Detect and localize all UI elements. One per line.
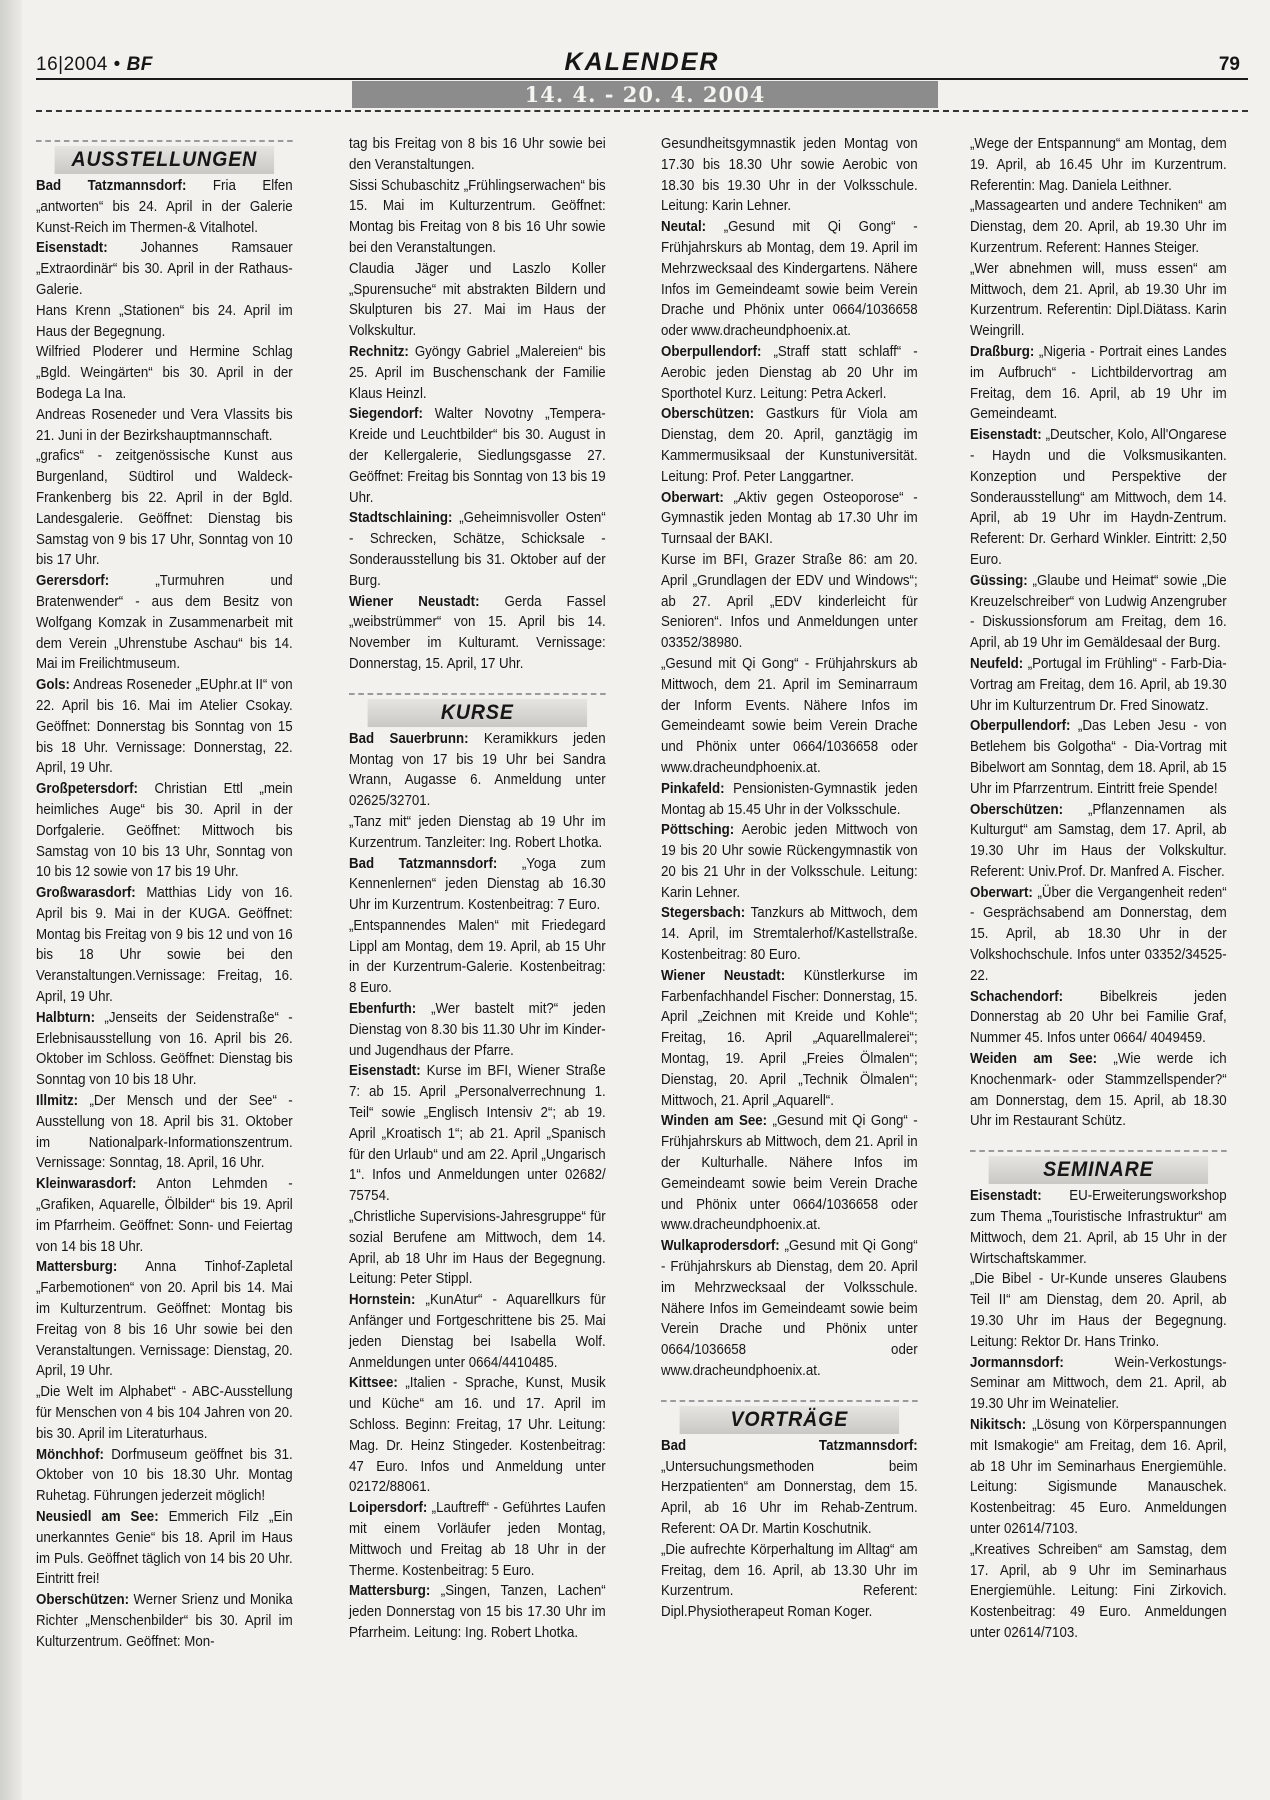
event-place: Jormannsdorf: — [970, 1354, 1064, 1371]
event-text: Walter Novotny „Tempera-Kreide und Leuchtbilder“ bis 30. August in der Kellergalerie, Siedlungsgasse 27. Geöffnet: Freitag bis Sonntag von 13 bis 19 Uhr. — [349, 406, 606, 506]
event-text: „Deutscher, Kolo, All'Ongarese - Haydn und die Volksmusikanten. Konzeption und Perspektive der Sonderausstellung“ am Mittwoch, dem 14. April, ab 19 Uhr im Haydn-Zentrum. Referent: Dr. Gerhard Winkler. Eintritt: 2,50 Euro. — [970, 427, 1227, 568]
brand-label: BF — [126, 54, 153, 75]
event-place: Eisenstadt: — [970, 1188, 1042, 1205]
event-text: „Gesund mit Qi Gong“ - Frühjahrskurs ab Mittwoch, dem 21. April im Seminarraum der Inform Events. Nähere Infos im Gemeindeamt sowie beim Verein Drache und Phönix unter 0664/1036658 oder www.dracheundphoenix.at. — [661, 655, 918, 776]
event-place: Wiener Neustadt: — [349, 593, 480, 610]
event-text: „Über die Vergangenheit reden“ - Gesprächsabend am Donnerstag, dem 15. April, ab 18.30 Uhr in der Volkshochschule. Infos unter 03352/34525-22. — [970, 884, 1227, 984]
event-text: „Christliche Supervisions-Jahresgruppe“ für sozial Berufene am Mittwoch, dem 14. April, ab 18 Uhr im Haus der Begegnung. Leitung: Peter Stippl. — [349, 1209, 606, 1288]
event-entry — [349, 592, 606, 675]
event-entry — [36, 1174, 293, 1257]
event-entry — [970, 654, 1227, 716]
event-place: Bad Tatzmannsdorf: — [36, 178, 187, 194]
page-title: KALENDER — [564, 48, 720, 76]
event-place: Eisenstadt: — [36, 240, 108, 257]
event-place: Stegersbach: — [661, 905, 746, 922]
issue-number: 16|2004 • — [36, 54, 121, 75]
event-entry — [661, 488, 918, 550]
event-entry — [661, 550, 918, 654]
event-entry — [970, 1186, 1227, 1269]
section-title-kurse — [349, 693, 606, 723]
event-text: Kurse im BFI, Grazer Straße 86: am 20. April „Grundlagen der EDV und Windows“; ab 27. April „EDV kinderleicht für Senioren“. Infos und Anmeldungen unter 03352/38980. — [661, 551, 918, 652]
event-place: Eisenstadt: — [970, 427, 1042, 444]
event-place: Oberwart: — [970, 884, 1033, 901]
event-entry — [661, 820, 918, 903]
event-place: Nikitsch: — [970, 1417, 1027, 1434]
event-place: Neusiedl am See: — [36, 1509, 159, 1525]
event-place: Hornstein: — [349, 1292, 416, 1309]
event-text: Tanzkurs ab Mittwoch, dem 14. April, im Stremtalerhof/Kastellstraße. Kostenbeitrag: 80 Euro. — [661, 905, 918, 964]
event-place: Mattersburg: — [349, 1583, 431, 1600]
event-place: Gerersdorf: — [36, 573, 110, 590]
section-title-seminare — [970, 1150, 1227, 1180]
event-place: Oberwart: — [661, 489, 724, 506]
event-entry — [349, 342, 606, 404]
event-text: „Entspannendes Malen“ mit Friedegard Lippl am Montag, dem 19. April, ab 15 Uhr in der Kurzentrum-Galerie. Kostenbeitrag: 8 Euro. — [349, 917, 606, 997]
column-1 — [36, 134, 293, 1653]
event-text: „Die aufrechte Körperhaltung im Alltag“ am Freitag, dem 16. April, ab 13.30 Uhr im Kurzentrum. Referent: Dipl.Physiotherapeut Roman Koger. — [661, 1541, 918, 1621]
event-text: Kurse im BFI, Wiener Straße 7: ab 15. April „Personalverrechnung 1. Teil“ sowie „Englisch Intensiv 2“; ab 19. April „Kroatisch 1“; ab 21. April „Spanisch für den Urlaub“ und am 22. April „Ungarisch 1“. Infos und Anmeldungen unter 02682/ 75754. — [349, 1063, 606, 1205]
event-text: „Lauftreff“ - Geführtes Laufen mit einem Vorläufer jeden Montag, Mittwoch und Freitag ab 18 Uhr in der Therme. Kostenbeitrag: 5 Euro. — [349, 1500, 606, 1579]
event-text: „Glaube und Heimat“ sowie „Die Kreuzelschreiber“ von Ludwig Anzengruber - Diskussionsforum am Freitag, dem 16. April, ab 19 Uhr im Gemäldesaal der Burg. — [970, 572, 1227, 652]
event-entry — [36, 1008, 293, 1091]
page-spine-shadow — [0, 0, 22, 1800]
event-entry — [349, 1373, 606, 1498]
event-text: „Tanz mit“ jeden Dienstag ab 19 Uhr im Kurzentrum. Tanzleiter: Ing. Robert Lhotka. — [349, 813, 606, 851]
event-entry — [36, 238, 293, 300]
event-text: Werner Srienz und Monika Richter „Menschenbilder“ bis 30. April im Kulturzentrum. Geöffnet: Mon- — [36, 1592, 293, 1650]
event-entry — [661, 217, 918, 342]
event-entry — [36, 1590, 293, 1652]
event-text: „Gesund mit Qi Gong“ - Frühjahrskurs ab Mittwoch, dem 21. April in der Kulturhalle. Nähere Infos im Gemeindeamt sowie beim Verein Drache und Phönix unter 0664/1036658 oder www.dracheundphoenix.at. — [661, 1113, 918, 1234]
event-place: Oberschützen: — [661, 406, 755, 423]
event-place: Kittsee: — [349, 1375, 398, 1392]
event-place: Pinkafeld: — [661, 780, 725, 797]
event-place: Wiener Neustadt: — [661, 967, 786, 984]
event-text: Gesundheitsgymnastik jeden Montag von 17.30 bis 18.30 Uhr sowie Aerobic von 18.30 bis 19.30 Uhr in der Volksschule. Leitung: Karin Lehner. — [661, 136, 918, 215]
event-text: „Wege der Entspannung“ am Montag, dem 19. April, ab 16.45 Uhr im Kurzentrum. Referentin: Mag. Daniela Leithner. — [970, 136, 1227, 194]
header-rule — [36, 78, 1248, 80]
event-text: Anton Lehmden - „Grafiken, Aquarelle, Ölbilder“ bis 19. April im Pfarrheim. Geöffnet: Sonn- und Feiertag von 14 bis 18 Uhr. — [36, 1176, 293, 1255]
page-header — [36, 50, 1248, 80]
column-3 — [661, 134, 918, 1623]
event-place: Oberpullendorf: — [661, 343, 762, 360]
event-place: Eisenstadt: — [349, 1063, 421, 1080]
event-entry — [36, 1445, 293, 1507]
event-text: „Turmuhren und Bratenwender“ - aus dem Besitz von Wolfgang Komzak in Zusammenarbeit mit dem Verein „Uhrenstube Aschau“ bis 14. Mai im Freilichtmuseum. — [36, 573, 293, 673]
event-entry — [36, 779, 293, 883]
event-text: „Kreatives Schreiben“ am Samstag, dem 17. April, ab 9 Uhr im Seminarhaus Energiemühle. Leitung: Fini Zirkovich. Kostenbeitrag: 49 Euro. Anmeldungen unter 02614/7103. — [970, 1541, 1227, 1641]
event-text: Anna Tinhof-Zapletal „Farbemotionen“ von 20. April bis 14. Mai im Kulturzentrum. Geöffnet: Montag bis Freitag von 8 bis 16 Uhr sowie bei den Veranstaltungen. Vernissage: Dienstag, 20. April, 19 Uhr. — [36, 1259, 293, 1380]
event-text: „Portugal im Frühling“ - Farb-Dia-Vortrag am Freitag, dem 16. April, ab 19.30 Uhr im Kulturzentrum Dr. Fred Sinowatz. — [970, 655, 1227, 714]
section-title-vortraege — [661, 1400, 918, 1430]
event-text: Gyöngy Gabriel „Malereien“ bis 25. April im Buschenschank der Familie Klaus Heinzl. — [349, 343, 606, 402]
event-entry — [36, 1257, 293, 1382]
event-place: Halbturn: — [36, 1009, 96, 1026]
event-place: Gols: — [36, 677, 70, 694]
event-place: Mönchhof: — [36, 1446, 104, 1463]
event-place: Draßburg: — [970, 343, 1035, 360]
event-text: Künstlerkurse im Farbenfachhandel Fischer: Donnerstag, 15. April „Zeichnen mit Kreide und Kohle“; Freitag, 16. April „Aquarellmalerei“; Montag, 19. April „Freies Ölmalen“; Dienstag, 20. April „Technik Ölmalen“; Mittwoch, 21. April „Aquarell“. — [661, 967, 918, 1109]
event-entry — [36, 342, 293, 404]
event-entry — [970, 883, 1227, 987]
event-text: Pensionisten-Gymnastik jeden Montag ab 15.45 Uhr in der Volksschule. — [661, 780, 918, 818]
event-text: Matthias Lidy von 16. April bis 9. Mai in der KUGA. Geöffnet: Montag bis Freitag von 9 bis 12 und von 16 bis 18 Uhr sowie bei den Veranstaltungen.Vernissage: Freitag, 16. April, 19 Uhr. — [36, 885, 293, 1006]
event-entry — [970, 1353, 1227, 1415]
event-text: „Nigeria - Portrait eines Landes im Aufbruch“ - Lichtbildervortrag am Freitag, dem 16. April, ab 19 Uhr im Gemeindeamt. — [970, 343, 1227, 423]
event-place: Oberschützen: — [36, 1592, 130, 1609]
column-2 — [349, 134, 606, 1644]
event-text: „Der Mensch und der See“ - Ausstellung von 18. April bis 31. Oktober im Nationalpark-Informationszentrum. Vernissage: Sonntag, 18. April, 16 Uhr. — [36, 1093, 293, 1172]
event-text: Wilfried Ploderer und Hermine Schlag „Bgld. Weingärten“ bis 30. April in der Bodega La Ina. — [36, 344, 293, 402]
event-text: „Wer bastelt mit?“ jeden Dienstag von 8.30 bis 11.30 Uhr im Kinder- und Jugendhaus der Pfarre. — [349, 1001, 606, 1059]
event-text: „grafics“ - zeitgenössische Kunst aus Burgenland, Südtirol und Waldeck-Frankenberg bis 22. April in der Bgld. Landesgalerie. Geöffnet: Dienstag bis Samstag von 9 bis 17 Uhr, Sonntag von 10 bis 17 Uhr. — [36, 448, 293, 569]
event-place: Neufeld: — [970, 655, 1024, 672]
event-entry — [349, 1581, 606, 1643]
event-text: Bibelkreis jeden Donnerstag ab 20 Uhr bei Familie Graf, Nummer 45. Infos unter 0664/ 4049459. — [970, 988, 1227, 1047]
event-place: Kleinwarasdorf: — [36, 1176, 137, 1193]
event-place: Ebenfurth: — [349, 1001, 417, 1018]
event-entry — [661, 779, 918, 821]
event-text: „Das Leben Jesu - von Betlehem bis Golgotha“ - Dia-Vortrag mit Bibelwort am Sonntag, dem 18. April, ab 15 Uhr im Pfarrzentrum. Eintritt freie Spende! — [970, 718, 1227, 797]
event-place: Mattersburg: — [36, 1259, 118, 1276]
date-range-banner: 14. 4. - 20. 4. 2004 — [352, 81, 938, 108]
event-entry — [36, 1091, 293, 1174]
event-entry — [349, 1290, 606, 1373]
event-text: tag bis Freitag von 8 bis 16 Uhr sowie bei den Veranstaltungen. — [349, 136, 606, 173]
event-text: Sissi Schubaschitz „Frühlingserwachen“ bis 15. Mai im Kulturzentrum. Geöffnet: Montag bis Freitag von 8 bis 16 Uhr sowie bei den Veranstaltungen. — [349, 177, 606, 256]
event-entry — [349, 854, 606, 916]
column-4 — [970, 134, 1227, 1644]
event-entry — [349, 1498, 606, 1581]
event-entry — [970, 800, 1227, 883]
event-text: „Untersuchungsmethoden beim Herzpatienten“ am Donnerstag, dem 15. April, ab 16 Uhr im Rehab-Zentrum. Referent: OA Dr. Martin Koschutnik. — [661, 1458, 918, 1537]
event-entry — [36, 405, 293, 447]
event-entry — [349, 916, 606, 999]
section-heading: KURSE — [368, 699, 587, 727]
dashed-divider — [36, 110, 1248, 112]
event-entry — [36, 571, 293, 675]
event-text: „Lösung von Körperspannungen mit Ismakogie“ am Freitag, dem 16. April, ab 18 Uhr im Seminarhaus Energiemühle. Leitung: Sigismunde Manauschek. Kostenbeitrag: 45 Euro. Anmeldungen unter 02614/7103. — [970, 1417, 1227, 1537]
section-heading: AUSSTELLUNGEN — [55, 146, 274, 174]
event-entry — [36, 446, 293, 571]
event-entry — [970, 425, 1227, 571]
event-place: Winden am See: — [661, 1113, 768, 1130]
event-place: Schachendorf: — [970, 988, 1064, 1005]
event-entry — [349, 999, 606, 1061]
event-text: Keramikkurs jeden Montag von 17 bis 19 Uhr bei Sandra Wrann, Augasse 6. Anmeldung unter 02625/32701. — [349, 730, 606, 810]
event-entry — [349, 176, 606, 259]
event-text: Christian Ettl „mein heimliches Auge“ bis 30. April in der Dorfgalerie. Geöffnet: Mittwoch bis Samstag von 10 bis 13 Uhr, Sonntag von 10 bis 12 sowie von 17 bis 19 Uhr. — [36, 781, 293, 881]
event-entry — [661, 134, 918, 217]
event-text: „Die Welt im Alphabet“ - ABC-Ausstellung für Menschen von 4 bis 104 Jahren von 20. bis 30. April im Literaturhaus. — [36, 1384, 293, 1442]
event-place: Oberschützen: — [970, 801, 1064, 818]
event-entry — [661, 1111, 918, 1236]
event-entry — [970, 1269, 1227, 1352]
event-text: Fria Elfen „antworten“ bis 24. April in der Galerie Kunst-Reich im Thermen-& Vitalhotel. — [36, 178, 293, 236]
event-text: „Massagearten und andere Techniken“ am Dienstag, dem 20. April, ab 19.30 Uhr im Kurzentrum. Referent: Hannes Steiger. — [970, 198, 1227, 256]
event-entry — [661, 966, 918, 1112]
event-entry — [661, 1540, 918, 1623]
event-place: Loipersdorf: — [349, 1500, 428, 1517]
event-text: „Singen, Tanzen, Lachen“ jeden Donnerstag von 15 bis 17.30 Uhr im Pfarrheim. Leitung: Ing. Robert Lhotka. — [349, 1583, 606, 1641]
event-text: „Straff statt schlaff“ - Aerobic jeden Dienstag ab 20 Uhr im Sporthotel Kurz. Leitung: Petra Ackerl. — [661, 343, 918, 402]
event-entry — [970, 987, 1227, 1049]
event-text: Hans Krenn „Stationen“ bis 24. April im Haus der Begegnung. — [36, 302, 293, 340]
event-entry — [349, 729, 606, 812]
event-text: „Die Bibel - Ur-Kunde unseres Glaubens Teil II“ am Dienstag, dem 20. April, ab 19.30 Uhr im Haus der Begegnung. Leitung: Rektor Dr. Hans Trinko. — [970, 1271, 1227, 1350]
event-entry — [36, 1382, 293, 1444]
event-text: „Yoga zum Kennenlernen“ jeden Dienstag ab 16.30 Uhr im Kurzentrum. Kostenbeitrag: 7 Euro. — [349, 855, 606, 914]
event-text: Gastkurs für Viola am Dienstag, dem 20. April, ganztägig im Kammermusiksaal der Kunstuniversität. Leitung: Prof. Peter Langgartner. — [661, 406, 918, 485]
event-text: Gerda Fassel „weibstrümmer“ von 15. April bis 14. November im Kulturamt. Vernissage: Donnerstag, 15. April, 17 Uhr. — [349, 593, 606, 672]
event-entry — [36, 301, 293, 343]
event-text: „Italien - Sprache, Kunst, Musik und Küche“ am 16. und 17. April im Schloss. Beginn: Freitag, 17 Uhr. Leitung: Mag. Dr. Heinz Stingeder. Kostenbeitrag: 47 Euro. Infos und Anmeldung unter 02172/88061. — [349, 1375, 606, 1496]
event-entry — [36, 1507, 293, 1590]
event-entry — [349, 812, 606, 854]
event-entry — [970, 342, 1227, 425]
event-entry — [349, 259, 606, 342]
event-entry — [970, 1049, 1227, 1132]
event-entry — [349, 134, 606, 176]
event-text: Johannes Ramsauer „Extraordinär“ bis 30. April in der Rathaus-Galerie. — [36, 240, 293, 298]
event-place: Stadtschlaining: — [349, 510, 453, 527]
event-place: Weiden am See: — [970, 1051, 1098, 1068]
event-text: Dorfmuseum geöffnet bis 31. Oktober von 10 bis 18.30 Uhr. Montag Ruhetag. Führungen jederzeit möglich! — [36, 1446, 293, 1505]
event-entry — [661, 342, 918, 404]
event-text: „Wer abnehmen will, muss essen“ am Mittwoch, dem 21. April, ab 19.30 Uhr im Kurzentrum. Referentin: Dipl.Diätass. Karin Weingrill. — [970, 260, 1227, 340]
event-text: Aerobic jeden Mittwoch von 19 bis 20 Uhr sowie Rückengymnastik von 20 bis 21 Uhr in der Volksschule. Leitung: Karin Lehner. — [661, 822, 918, 901]
event-place: Bad Tatzmannsdorf: — [661, 1437, 918, 1454]
event-entry — [36, 176, 293, 238]
event-entry — [36, 675, 293, 779]
event-entry — [970, 571, 1227, 654]
event-text: „Wie werde ich Knochenmark- oder Stammzellspender?“ am Donnerstag, dem 15. April, ab 18.30 Uhr im Restaurant Schütz. — [970, 1051, 1227, 1130]
event-place: Illmitz: — [36, 1093, 79, 1110]
event-text: „Pflanzennamen als Kulturgut“ am Samstag, dem 17. April, ab 19.30 Uhr im Haus der Volkskultur. Referent: Univ.Prof. Dr. Manfred A. Fischer. — [970, 801, 1227, 880]
event-entry — [661, 1236, 918, 1382]
event-text: „Jenseits der Seidenstraße“ - Erlebnisausstellung von 16. April bis 26. Oktober im Schloss. Geöffnet: Dienstag bis Sonntag von 10 bis 18 Uhr. — [36, 1009, 293, 1089]
event-entry — [970, 716, 1227, 799]
event-text: Emmerich Filz „Ein unerkanntes Genie“ bis 18. April im Haus im Puls. Geöffnet täglich von 14 bis 20 Uhr. Eintritt frei! — [36, 1509, 293, 1588]
event-place: Oberpullendorf: — [970, 718, 1071, 735]
section-title-ausstellungen — [36, 140, 293, 170]
event-text: Andreas Roseneder und Vera Vlassits bis 21. Juni in der Bezirkshauptmannschaft. — [36, 406, 293, 444]
event-text: „Aktiv gegen Osteoporose“ - Gymnastik jeden Montag ab 17.30 Uhr im Turnsaal der BAKI. — [661, 489, 918, 548]
section-heading: VORTRÄGE — [680, 1406, 899, 1434]
event-text: „Geheimnisvoller Osten“ - Schrecken, Schätze, Schicksale - Sonderausstellung bis 31. Oktober auf der Burg. — [349, 510, 606, 589]
event-entry — [349, 1207, 606, 1290]
event-place: Neutal: — [661, 219, 707, 236]
event-entry — [661, 903, 918, 965]
event-entry — [970, 1415, 1227, 1540]
event-place: Bad Sauerbrunn: — [349, 730, 469, 747]
event-text: „Gesund mit Qi Gong“ - Frühjahrskurs ab Montag, dem 19. April im Mehrzwecksaal des Kindergartens. Nähere Infos im Gemeindeamt sowie beim Verein Drache und Phönix unter 0664/1036658 oder www.dracheundphoenix.at. — [661, 219, 918, 340]
event-text: Wein-Verkostungs-Seminar am Mittwoch, dem 21. April, ab 19.30 Uhr im Weinatelier. — [970, 1354, 1227, 1413]
event-entry — [661, 654, 918, 779]
event-place: Rechnitz: — [349, 343, 409, 360]
event-text: „Gesund mit Qi Gong“ - Frühjahrskurs ab Dienstag, dem 20. April im Mehrzwecksaal der Volksschule. Nähere Infos im Gemeindeamt sowie beim Verein Drache und Phönix unter 0664/1036658 oder www.dracheundphoenix.at. — [661, 1238, 918, 1380]
page-number: 79 — [1218, 54, 1240, 75]
event-place: Großwarasdorf: — [36, 885, 136, 902]
event-entry — [349, 508, 606, 591]
event-place: Siegendorf: — [349, 406, 423, 423]
event-text: EU-Erweiterungsworkshop zum Thema „Touristische Infrastruktur“ am Mittwoch, dem 21. April, ab 15 Uhr in der Wirtschaftskammer. — [970, 1188, 1227, 1267]
event-text: Andreas Roseneder „EUphr.at II“ von 22. April bis 16. Mai im Atelier Csokay. Geöffnet: Donnerstag bis Sonntag von 15 bis 18 Uhr. Vernissage: Donnerstag, 22. April, 19 Uhr. — [36, 677, 293, 777]
event-entry — [970, 259, 1227, 342]
event-entry — [349, 1061, 606, 1207]
event-place: Güssing: — [970, 572, 1028, 589]
event-place: Pöttsching: — [661, 822, 735, 839]
section-heading: SEMINARE — [989, 1156, 1208, 1184]
event-entry — [970, 1540, 1227, 1644]
event-entry — [661, 404, 918, 487]
event-place: Bad Tatzmannsdorf: — [349, 855, 498, 872]
event-text: „KunAtur“ - Aquarellkurs für Anfänger und Fortgeschrittene bis 25. Mai jeden Dienstag bei Isabella Wolf. Anmeldungen unter 0664/4410485. — [349, 1292, 606, 1371]
event-place: Großpetersdorf: — [36, 781, 138, 798]
event-entry — [349, 404, 606, 508]
event-entry — [661, 1436, 918, 1540]
event-entry — [36, 883, 293, 1008]
event-entry — [970, 196, 1227, 258]
event-place: Wulkaprodersdorf: — [661, 1238, 780, 1255]
event-text: Claudia Jäger und Laszlo Koller „Spurensuche“ mit abstrakten Bildern und Skulpturen bis 27. Mai im Haus der Volkskultur. — [349, 260, 606, 340]
event-entry — [970, 134, 1227, 196]
